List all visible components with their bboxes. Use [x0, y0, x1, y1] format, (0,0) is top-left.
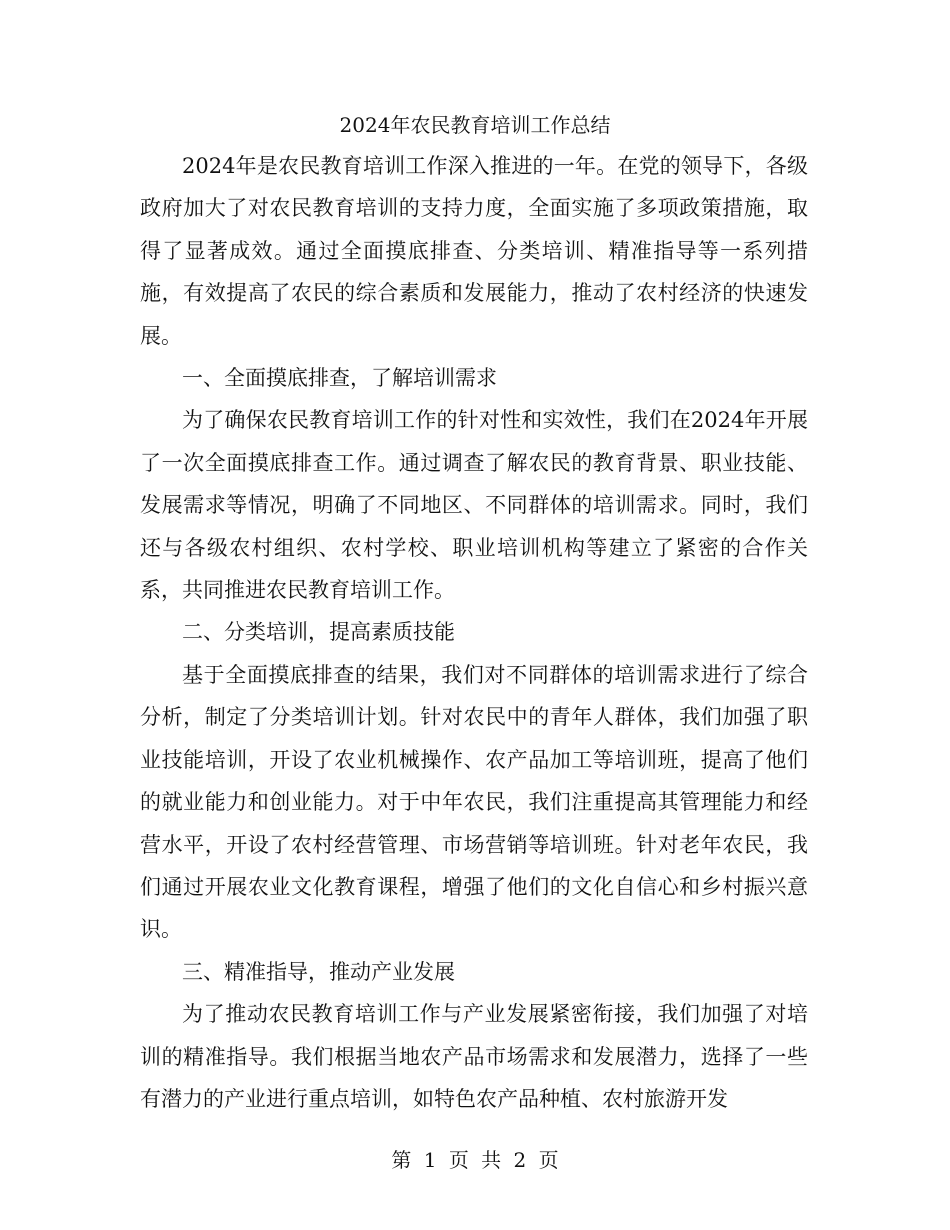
section-heading-1: 一、全面摸底排查，了解培训需求 — [182, 366, 497, 391]
intro-paragraph: 2024年是农民教育培训工作深入推进的一年。在党的领导下，各级政府加大了对农民教育培训的支持力度，全面实施了多项政策措施，取得了显著成效。通过全面摸底排查、分类培训、精准指导等一系列措施，有效提高了农民的综合素质和发展能力，推动了农村经济的快速发展。 — [140, 154, 808, 348]
page-number-footer: 第 1 页 共 2 页 — [391, 1148, 559, 1172]
document-title: 2024年农民教育培训工作总结 — [339, 113, 611, 137]
section-paragraph-2: 基于全面摸底排查的结果，我们对不同群体的培训需求进行了综合分析，制定了分类培训计划。针对农民中的青年人群体，我们加强了职业技能培训，开设了农业机械操作、农产品加工等培训班，提高了他们的就业能力和创业能力。对于中年农民，我们注重提高其管理能力和经营水平，开设了农村经营管理、市场营销等培训班。针对老年农民，我们通过开展农业文化教育课程，增强了他们的文化自信心和乡村振兴意识。 — [140, 662, 808, 942]
section-paragraph-3: 为了推动农民教育培训工作与产业发展紧密衔接，我们加强了对培训的精准指导。我们根据当地农产品市场需求和发展潜力，选择了一些有潜力的产业进行重点培训，如特色农产品种植、农村旅游开发 — [140, 1002, 808, 1111]
section-heading-2: 二、分类培训，提高素质技能 — [182, 620, 455, 645]
section-paragraph-1: 为了确保农民教育培训工作的针对性和实效性，我们在2024年开展了一次全面摸底排查工作。通过调查了解农民的教育背景、职业技能、发展需求等情况，明确了不同地区、不同群体的培训需求。同时，我们还与各级农村组织、农村学校、职业培训机构等建立了紧密的合作关系，共同推进农民教育培训工作。 — [140, 408, 808, 603]
document-body — [140, 145, 808, 1120]
section-heading-3: 三、精准指导，推动产业发展 — [182, 959, 455, 984]
